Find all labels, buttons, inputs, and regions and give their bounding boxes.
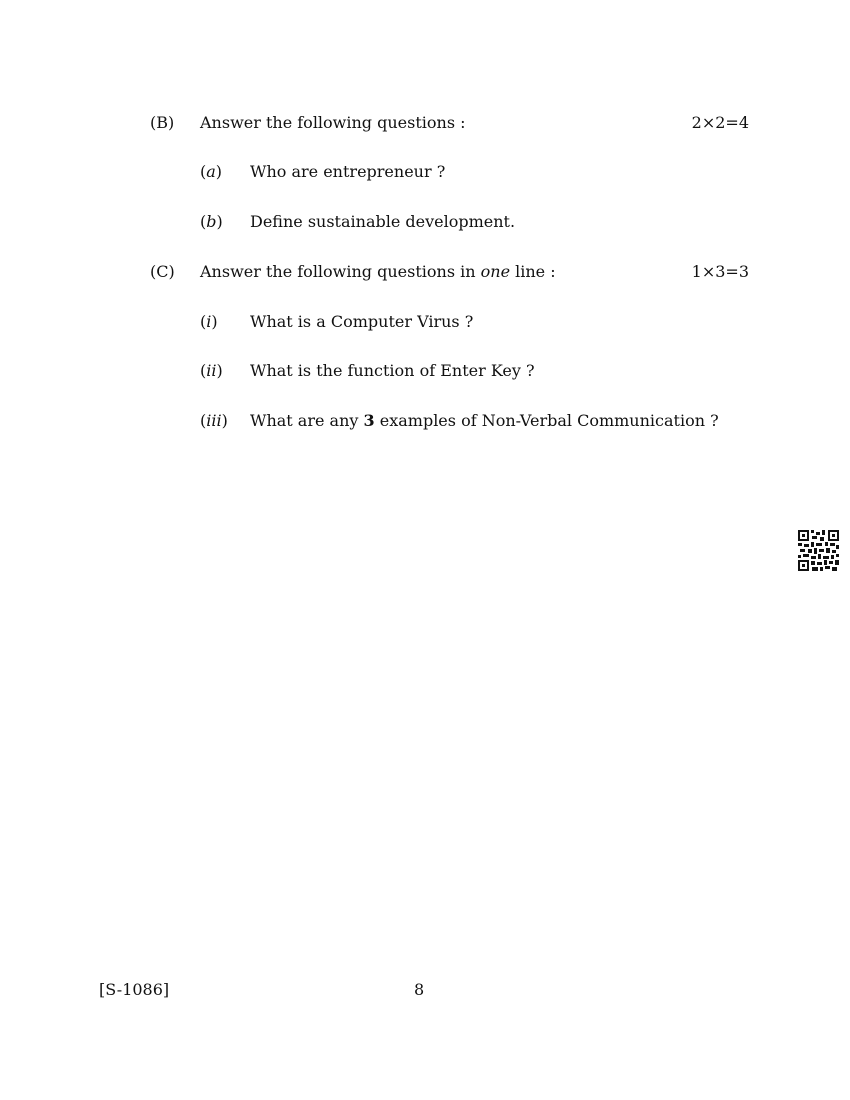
question-c-ii-text: What is the function of Enter Key ? (250, 361, 535, 380)
question-letter: b (206, 212, 217, 231)
paren-close: ) (216, 361, 223, 380)
text-before: What are any (250, 411, 364, 430)
question-numeral: iii (206, 411, 222, 430)
paren-close: ) (211, 312, 218, 331)
paren-open: ( (200, 212, 207, 231)
question-numeral: ii (206, 361, 217, 380)
question-c-i-label (200, 312, 218, 332)
question-b-b-label (200, 212, 223, 232)
text-after: examples of Non-Verbal Communication ? (374, 411, 719, 430)
section-b-label: (B) (150, 113, 175, 132)
text-bold: 3 (363, 411, 375, 430)
paren-open: ( (200, 312, 207, 331)
question-c-i-text: What is a Computer Virus ? (250, 312, 474, 331)
question-c-iii-label (200, 411, 228, 431)
instruction-before: Answer the following questions in (200, 262, 481, 281)
instruction-after: line : (510, 262, 556, 281)
paren-close: ) (215, 162, 223, 181)
question-b-a-label (200, 162, 222, 182)
question-letter: a (206, 162, 216, 181)
page-number: 8 (414, 980, 425, 999)
section-b-marks: 2×2=4 (691, 113, 749, 132)
question-c-iii-text (250, 411, 719, 431)
section-c-instruction (200, 262, 556, 282)
question-b-b-text: Define sustainable development. (250, 212, 516, 231)
paren-open: ( (200, 162, 207, 181)
instruction-emphasis: one (480, 262, 511, 281)
paren-open: ( (200, 411, 207, 430)
paper-code: [S-1086] (99, 980, 170, 999)
question-c-ii-label (200, 361, 223, 381)
question-b-a-text: Who are entrepreneur ? (250, 162, 446, 181)
paren-close: ) (221, 411, 228, 430)
question-numeral: i (206, 312, 212, 331)
paren-open: ( (200, 361, 207, 380)
section-c-marks: 1×3=3 (691, 262, 749, 281)
section-c-label: (C) (150, 262, 175, 281)
qr-code-icon (798, 530, 839, 571)
section-b-instruction: Answer the following questions : (200, 113, 466, 132)
paren-close: ) (216, 212, 223, 231)
